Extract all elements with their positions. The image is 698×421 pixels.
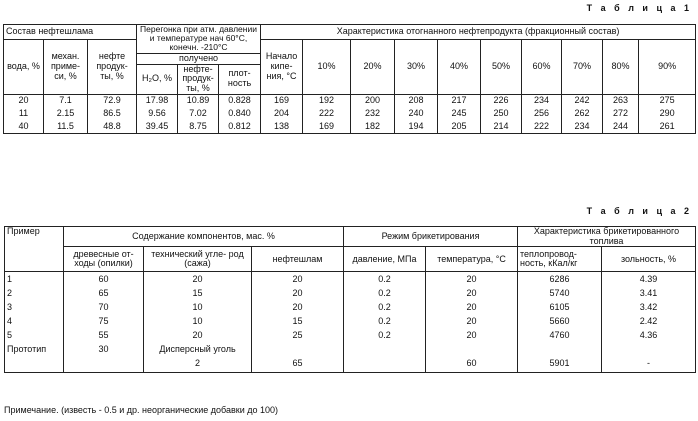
table-cell: 2.15: [44, 107, 88, 120]
prototype-carbon-label: Дисперсный уголь: [144, 342, 252, 356]
table2-caption: Т а б л и ц а 2: [586, 206, 692, 216]
table-cell: [344, 356, 426, 372]
table-1: [3, 24, 696, 134]
table-cell: 86.5: [88, 107, 137, 120]
group-briquetting-mode: Режим брикетирования: [344, 227, 518, 247]
table-cell: 3: [5, 300, 64, 314]
table-cell: 6286: [518, 272, 602, 287]
table-cell: 10: [144, 314, 252, 328]
group-fraction-characteristics: Характеристика отогнанного нефтепродукта (фракционный состав): [261, 25, 696, 40]
table-cell: 0.840: [219, 107, 261, 120]
table-cell: 234: [522, 94, 562, 107]
col-fraction-80: 80%: [603, 40, 639, 95]
table-cell: 60: [64, 272, 144, 287]
table-cell: 17.98: [137, 94, 178, 107]
table-cell: 20: [4, 94, 44, 107]
table-cell: 25: [252, 328, 344, 342]
table-cell: 232: [351, 107, 395, 120]
table-cell: 20: [426, 328, 518, 342]
table-cell: 222: [303, 107, 351, 120]
table-cell: 72.9: [88, 94, 137, 107]
table-cell: 222: [522, 120, 562, 133]
table-cell: 0.2: [344, 314, 426, 328]
table-cell: 261: [639, 120, 696, 133]
table-cell: 20: [252, 272, 344, 287]
table-cell: 205: [438, 120, 481, 133]
table-cell: 0.2: [344, 272, 426, 287]
table-cell: [426, 342, 518, 356]
table-cell: 2: [144, 356, 252, 372]
table-cell: 20: [144, 272, 252, 287]
table-cell: 0.812: [219, 120, 261, 133]
table-cell: 272: [603, 107, 639, 120]
group-component-content: Содержание компонентов, мас. %: [64, 227, 344, 247]
table-cell: 5660: [518, 314, 602, 328]
col-h2o: H₂O, %: [137, 64, 178, 94]
table-cell: 290: [639, 107, 696, 120]
col-wood-waste: древесные от- ходы (опилки): [64, 247, 144, 272]
table-cell: 250: [481, 107, 522, 120]
table-cell: 169: [261, 94, 303, 107]
table-cell: 15: [252, 314, 344, 328]
table-cell: 256: [522, 107, 562, 120]
col-boiling-start: Начало кипе- ния, °C: [261, 40, 303, 95]
table-cell: 208: [395, 94, 438, 107]
table-cell: 245: [438, 107, 481, 120]
table-cell: 263: [603, 94, 639, 107]
table-cell: -: [602, 356, 696, 372]
table-cell: 20: [426, 300, 518, 314]
col-example: Пример: [5, 227, 64, 272]
table-cell: 234: [562, 120, 603, 133]
table-cell: 0.2: [344, 300, 426, 314]
table-cell: 65: [64, 286, 144, 300]
col-carbon-black: технический угле- род (сажа): [144, 247, 252, 272]
table-cell: 8.75: [178, 120, 219, 133]
table-cell: 39.45: [137, 120, 178, 133]
table-cell: 1: [5, 272, 64, 287]
col-fraction-40: 40%: [438, 40, 481, 95]
table-cell: 20: [252, 286, 344, 300]
table-cell: 60: [426, 356, 518, 372]
table-cell: 15: [144, 286, 252, 300]
table-cell: 75: [64, 314, 144, 328]
table-cell: 11.5: [44, 120, 88, 133]
table-cell: 65: [252, 356, 344, 372]
group-fuel-characteristics: Характеристика брикетированного топлива: [518, 227, 696, 247]
col-fraction-20: 20%: [351, 40, 395, 95]
col-pressure: давление, МПа: [344, 247, 426, 272]
table-cell: [602, 342, 696, 356]
prototype-label: Прототип: [5, 342, 64, 356]
table-cell: 7.1: [44, 94, 88, 107]
table-cell: [64, 356, 144, 372]
col-fraction-30: 30%: [395, 40, 438, 95]
table-cell: 4760: [518, 328, 602, 342]
table-cell: [344, 342, 426, 356]
table-cell: 10.89: [178, 94, 219, 107]
table-cell: 4.39: [602, 272, 696, 287]
table-cell: 20: [426, 314, 518, 328]
col-mechanical-impurities: механ. приме- си, %: [44, 40, 88, 95]
col-density: плот- ность: [219, 64, 261, 94]
table-cell: [5, 356, 64, 372]
table-cell: 5740: [518, 286, 602, 300]
table-cell: 10: [144, 300, 252, 314]
col-fraction-10: 10%: [303, 40, 351, 95]
table-cell: 3.41: [602, 286, 696, 300]
table-cell: 169: [303, 120, 351, 133]
table-cell: 48.8: [88, 120, 137, 133]
table-cell: 55: [64, 328, 144, 342]
table-2: [4, 226, 696, 373]
table-cell: 217: [438, 94, 481, 107]
table-cell: 0.2: [344, 328, 426, 342]
table-cell: 20: [252, 300, 344, 314]
table-cell: 2: [5, 286, 64, 300]
table-cell: 11: [4, 107, 44, 120]
table-cell: 0.2: [344, 286, 426, 300]
group-sludge-composition: Состав нефтешлама: [4, 25, 137, 40]
table-cell: 40: [4, 120, 44, 133]
col-distilled-oil: нефте- продук- ты, %: [178, 64, 219, 94]
sub-obtained: получено: [137, 53, 261, 64]
col-ash-content: зольность, %: [602, 247, 696, 272]
col-fraction-50: 50%: [481, 40, 522, 95]
table-cell: 0.828: [219, 94, 261, 107]
col-fraction-90: 90%: [639, 40, 696, 95]
table-cell: [518, 342, 602, 356]
table-cell: 5901: [518, 356, 602, 372]
table-cell: 7.02: [178, 107, 219, 120]
col-oil-products: нефте продук- ты, %: [88, 40, 137, 95]
table-cell: 200: [351, 94, 395, 107]
col-heat-value: теплопровод- ность, кКал/кг: [518, 247, 602, 272]
footnote: Примечание. (известь - 0.5 и др. неорганические добавки до 100): [4, 405, 279, 415]
table1-caption: Т а б л и ц а 1: [586, 3, 692, 13]
table-cell: 138: [261, 120, 303, 133]
table-cell: [252, 342, 344, 356]
table-cell: 240: [395, 107, 438, 120]
col-fraction-60: 60%: [522, 40, 562, 95]
table-cell: 214: [481, 120, 522, 133]
table-cell: 3.42: [602, 300, 696, 314]
table-cell: 30: [64, 342, 144, 356]
table-cell: 20: [144, 328, 252, 342]
col-oil-sludge: нефтешлам: [252, 247, 344, 272]
table-cell: 70: [64, 300, 144, 314]
group-distillation: Перегонка при атм. давлении и температуре нач 60°С, конечн. -210°С: [137, 25, 261, 54]
table-cell: 275: [639, 94, 696, 107]
table-cell: 20: [426, 272, 518, 287]
table-cell: 204: [261, 107, 303, 120]
col-fraction-70: 70%: [562, 40, 603, 95]
table-cell: 6105: [518, 300, 602, 314]
table-cell: 182: [351, 120, 395, 133]
table-cell: 4.36: [602, 328, 696, 342]
table-cell: 5: [5, 328, 64, 342]
table-cell: 192: [303, 94, 351, 107]
table-cell: 194: [395, 120, 438, 133]
col-temperature: температура, °C: [426, 247, 518, 272]
table-cell: 244: [603, 120, 639, 133]
table-cell: 226: [481, 94, 522, 107]
table-cell: 20: [426, 286, 518, 300]
table-cell: 262: [562, 107, 603, 120]
table-cell: 4: [5, 314, 64, 328]
table-cell: 242: [562, 94, 603, 107]
col-water: вода, %: [4, 40, 44, 95]
table-cell: 9.56: [137, 107, 178, 120]
table-cell: 2.42: [602, 314, 696, 328]
